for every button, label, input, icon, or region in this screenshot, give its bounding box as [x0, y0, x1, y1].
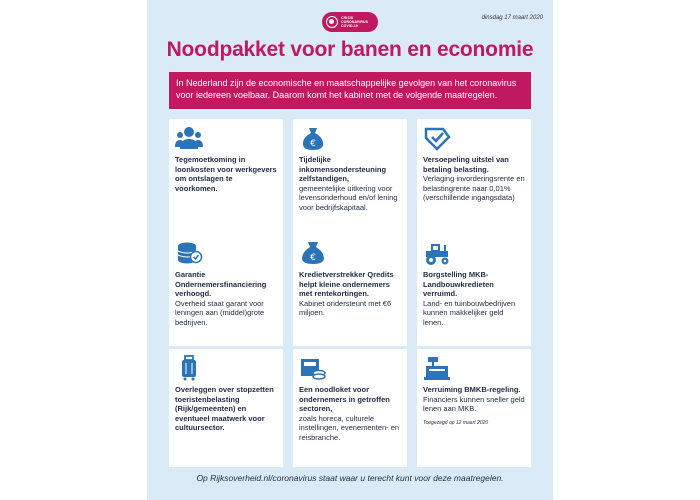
- money-box-icon: [299, 355, 327, 381]
- card-body: Kabinet ondersteunt met €6 miljoen.: [299, 298, 392, 317]
- footer-text: Op Rijksoverheid.nl/coronavirus staat waar u terecht kunt voor deze maatregelen.: [196, 473, 504, 483]
- card-bmkb: [417, 349, 531, 467]
- card-body: Land- en tuinbouwbedrijven kunnen makkelijker geld lenen.: [423, 298, 516, 327]
- card-qredits: [293, 234, 407, 346]
- cash-register-icon: [423, 355, 451, 381]
- svg-text:€: €: [310, 253, 316, 263]
- virus-icon: [326, 16, 338, 28]
- card-note: Toegezegd op 12 maart 2020: [423, 419, 489, 426]
- card-body: Verlaging invorderingsrente en belastingrente naar 0,01% (verschillende ingangsdata): [423, 174, 525, 202]
- intro-banner: In Nederland zijn de economische en maatschappelijke gevolgen van het coronavirus voor iedereen voelbaar. Daarom komt het kabinet met de volgende maatregelen.: [169, 72, 531, 109]
- card-title: Tijdelijke inkomensondersteuning zelfstandigen,: [299, 155, 387, 183]
- card-body: gemeentelijke uitkering voor levensonderhoud en/of lening voor bedrijfskapitaal.: [299, 183, 398, 212]
- card-title: Overleggen over stopzetten toeristenbelasting (Rijk/gemeenten) en eventueel maatwerk voor cultuursector.: [175, 385, 274, 432]
- card-title: Borgstelling MKB-Landbouwkredieten verruimd.: [423, 270, 494, 298]
- svg-text:€: €: [310, 139, 316, 149]
- card-title: Tegemoetkoming in loonkosten voor werkgevers om ontslagen te voorkomen.: [175, 155, 277, 193]
- suitcase-icon: [175, 355, 203, 381]
- coin-stack-icon: [175, 240, 203, 266]
- card-toeristenbelasting: [169, 349, 283, 467]
- date-label: dinsdag 17 maart 2020: [481, 15, 543, 21]
- poster: [147, 0, 553, 500]
- card-title: Een noodloket voor ondernemers in getroffen sectoren,: [299, 385, 390, 413]
- people-icon: [175, 125, 203, 151]
- card-zelfstandigen: [293, 119, 407, 237]
- card-noodloket: [293, 349, 407, 467]
- card-title: Garantie Ondernemersfinanciering verhoogd.: [175, 270, 267, 298]
- page-title: Noodpakket voor banen en economie: [166, 38, 534, 61]
- euro-bag-icon: [299, 240, 327, 266]
- card-body: Overheid staat garant voor leningen aan (middel)grote bedrijven.: [175, 298, 265, 327]
- discount-tag-icon: [423, 125, 451, 151]
- card-body: zoals horeca, culturele instellingen, evenementen- en reisbranche.: [299, 413, 400, 442]
- card-loonkosten: [169, 119, 283, 237]
- card-landbouw: [417, 234, 531, 346]
- card-garantie: [169, 234, 283, 346]
- card-title: Verruiming BMKB-regeling.: [423, 385, 521, 394]
- money-bag-icon: [299, 125, 327, 151]
- crisis-logo: [322, 12, 378, 32]
- card-title: Versoepeling uitstel van betaling belasting.: [423, 155, 509, 174]
- card-belasting: [417, 119, 531, 237]
- logo-text: CRISIS CORONAVIRUS COVID-19: [341, 16, 369, 28]
- card-body: Financiers kunnen sneller geld lenen aan MKB.: [423, 394, 525, 413]
- tractor-icon: [423, 240, 451, 266]
- card-title: Kredietverstrekker Qredits helpt kleine ondernemers met rentekortingen.: [299, 270, 394, 298]
